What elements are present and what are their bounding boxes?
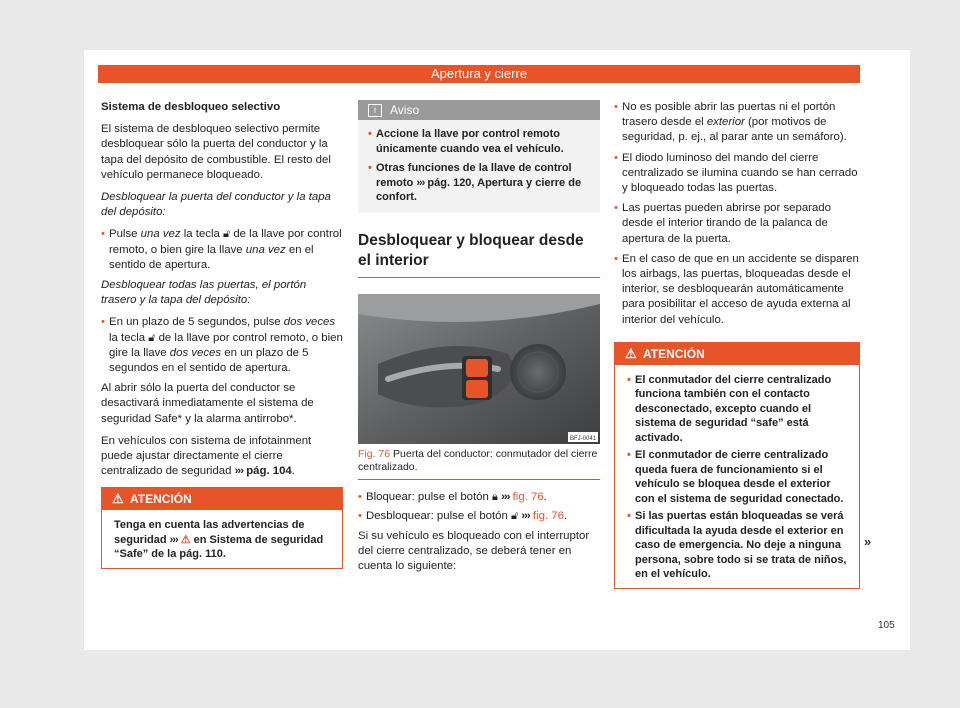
column-1: [101, 100, 343, 569]
warning-icon: ⚠: [180, 533, 191, 546]
column-2: [358, 100, 600, 582]
intro-paragraph: El sistema de desbloqueo selectivo permite desbloquear sólo la puerta del conductor y la tapa del depósito de combustible. El resto del vehículo permanece bloqueado.: [101, 123, 331, 181]
page-number: 105: [878, 620, 895, 631]
section-heading: Sistema de desbloqueo selectivo: [101, 101, 281, 113]
bullet-no-open-exterior: • No es posible abrir las puertas ni el portón trasero desde el exterior (por motivos de seguridad, p. ej., al parar ante un semáforo).: [614, 100, 860, 146]
subheading-driver-door: Desbloquear la puerta del conductor y la tapa del depósito:: [101, 191, 331, 219]
note-header: i Aviso: [358, 100, 600, 120]
bullet-led: • El diodo luminoso del mando del cierre centralizado se ilumina cuando se han cerrado y bloqueado todas las puertas.: [614, 151, 860, 197]
figure-link[interactable]: fig. 76: [512, 490, 544, 503]
bullet-open-interior: • Las puertas pueden abrirse por separado desde el interior tirando de la palanca de apertura de la puerta.: [614, 201, 860, 247]
info-icon: i: [368, 104, 382, 117]
warning-box: [101, 487, 343, 569]
warning-body: Tenga en cuenta las advertencias de seguridad ››› ⚠ en Sistema de seguridad “Safe” de la pág. 110.: [114, 519, 324, 561]
warning-header: ⚠ ATENCIÓN: [102, 488, 342, 510]
continued-mark: »: [864, 534, 872, 549]
infotainment-paragraph: En vehículos con sistema de infotainment puede ajustar directamente el cierre centralizado de seguridad ››› pág. 104.: [101, 434, 312, 478]
bullet-airbag: • En el caso de que en un accidente se disparen los airbags, las puertas, bloqueadas desde el interior, se desbloquearán automáticamente para posibilitar el acceso de ayuda externa al interior del vehículo.: [614, 252, 860, 328]
unlock-icon: 🔓︎: [148, 331, 156, 344]
warning-icon: ⚠: [625, 345, 637, 361]
page-link[interactable]: pág. 104: [246, 465, 292, 478]
unlock-icon: 🔓︎: [223, 228, 231, 241]
note-body: • Accione la llave por control remoto únicamente cuando vea el vehículo. • Otras funciones de la llave de control remoto ››› pág. 120, Apertura y cierre de confort.: [358, 120, 600, 213]
door-switch-figure: [358, 294, 600, 444]
unlock-icon: 🔓︎: [511, 509, 519, 522]
bullet-double-press: • En un plazo de 5 segundos, pulse dos veces la tecla 🔓︎ de la llave por control remoto, o bien gire la llave dos veces en un plazo de 5 segundos en el sentido de apertura.: [101, 315, 343, 376]
figure-caption: Fig. 76 Puerta del conductor: conmutador del cierre centralizado.: [358, 444, 600, 480]
page-header: Apertura y cierre: [98, 65, 860, 83]
alarm-paragraph: Al abrir sólo la puerta del conductor se desactivará inmediatamente el sistema de seguridad Safe* y la alarma antirrobo*.: [101, 382, 314, 425]
lock-icon: 🔒︎: [492, 490, 498, 503]
bullet-lock: • Bloquear: pulse el botón 🔒︎ ››› fig. 76.: [358, 490, 600, 505]
column-3: [614, 100, 860, 589]
warning-icon: ⚠: [112, 491, 124, 507]
figure-code: BFJ-0041: [569, 435, 597, 442]
door-panel-illustration: [358, 294, 600, 444]
warning-body: • El conmutador del cierre centralizado funciona también con el contacto desconectado, excepto cuando el sistema de seguridad “safe” está activado. • El conmutador de cierre centralizado queda fuera de funcionamiento si el vehículo se bloquea desde el exterior con el sistema de seguridad conectado. • Si las puertas están bloqueadas se verá dificultada la ayuda desde el exterior en caso de emergencia. No deje a ninguna persona, sobre todo si se trata de niños, en el vehículo.: [615, 365, 859, 588]
bullet-unlock: • Desbloquear: pulse el botón 🔓︎ ››› fig. 76.: [358, 509, 600, 524]
subheading-all-doors: Desbloquear todas las puertas, el portón trasero y la tapa del depósito:: [101, 279, 307, 307]
bullet-single-press: • Pulse una vez la tecla 🔓︎ de la llave por control remoto, o bien gire la llave una vez en el sentido de apertura.: [101, 227, 343, 273]
warning-box: [614, 342, 860, 589]
warning-header: ⚠ ATENCIÓN: [615, 343, 859, 365]
figure-link[interactable]: fig. 76: [532, 509, 564, 522]
section-title: Desbloquear y bloquear desde el interior: [358, 231, 600, 278]
locked-note-paragraph: Si su vehículo es bloqueado con el interruptor del cierre centralizado, se deberá tener en cuenta lo siguiente:: [358, 529, 590, 573]
note-box: [358, 100, 600, 213]
